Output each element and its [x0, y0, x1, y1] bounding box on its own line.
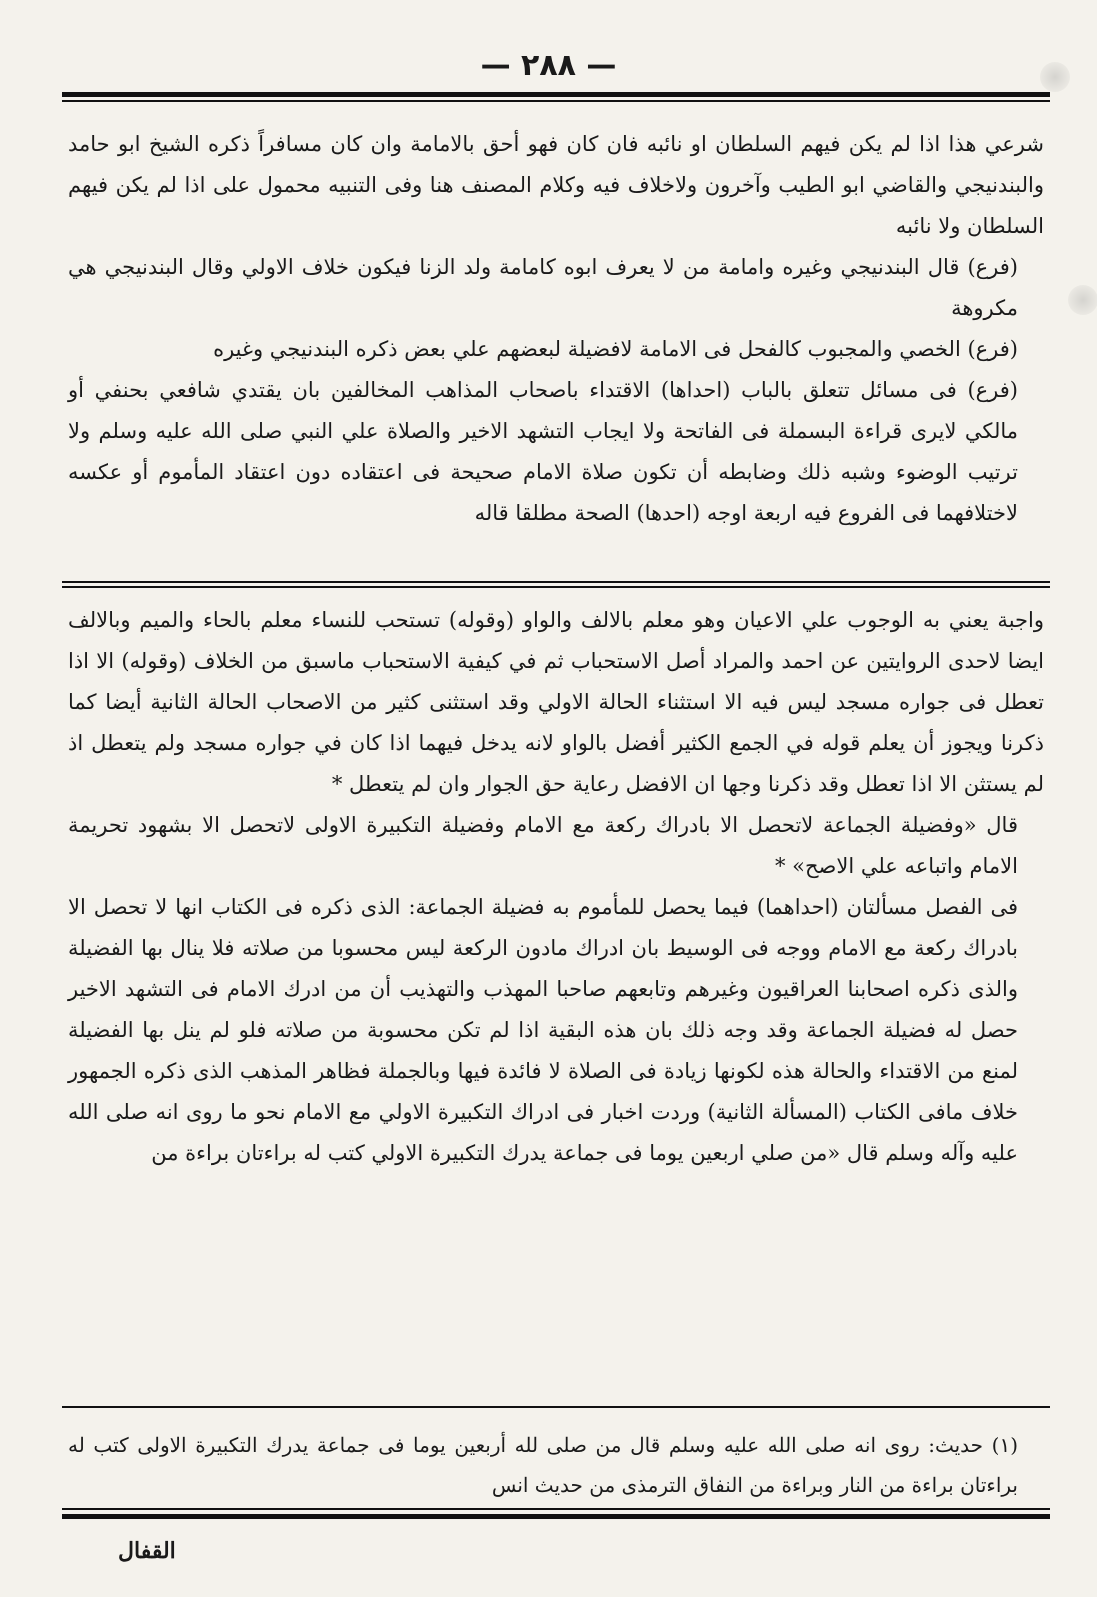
bottom-inner-rule [62, 1508, 1050, 1510]
bottom-rule [62, 1514, 1050, 1519]
footnote [68, 1425, 1044, 1505]
top-rule [62, 92, 1050, 97]
text-frame [62, 92, 1050, 1520]
main-paragraph: شرعي هذا اذا لم يكن فيهم السلطان او نائبه فان كان فهو أحق بالامامة وان كان مسافراً ذكره الشيخ ابو حامد والبندنيجي والقاضي ابو الطيب وآخرون ولاخلاف فيه وكلام المصنف هنا وفى التنبيه محمول على اذا لم يكن فيهم السلطان ولا نائبه [68, 132, 1044, 238]
section-divider [62, 581, 1050, 583]
main-paragraph: (فرع) الخصي والمجبوب كالفحل فى الامامة لافضيلة لبعضهم علي بعض ذكره البندنيجي وغيره [213, 337, 1018, 361]
section-divider-inner [62, 586, 1050, 588]
commentary-paragraph: قال «وفضيلة الجماعة لاتحصل الا بادراك ركعة مع الامام وفضيلة التكبيرة الاولى لاتحصل الا بشهود تحريمة الامام واتباعه علي الاصح» * [68, 813, 1018, 878]
main-paragraph: (فرع) قال البندنيجي وغيره وامامة من لا يعرف ابوه كامامة ولد الزنا فيكون خلاف الاولي وقال البندنيجي هي مكروهة [68, 255, 1018, 320]
page-number: — ٢٨٨ — [480, 48, 617, 83]
footnote-paragraph: (١) حديث: روى انه صلى الله عليه وسلم قال من صلى لله أربعين يوما فى جماعة يدرك التكبيرة الاولى كتب له براءتان براءة من النار وبراءة من النفاق الترمذى من حديث انس [68, 1433, 1018, 1497]
commentary-text [68, 600, 1044, 1174]
footnote-divider [62, 1406, 1050, 1408]
main-text [68, 124, 1044, 534]
catchword: القفال [118, 1538, 176, 1564]
commentary-paragraph: فى الفصل مسألتان (احداهما) فيما يحصل للمأموم به فضيلة الجماعة: الذى ذكره فى الكتاب انها لا تحصل الا بادراك ركعة مع الامام ووجه فى الوسيط بان ادراك مادون الركعة ليس محسوبا من صلاته فلا ينال بها الفضيلة والذى ذكره اصحابنا العراقيون وغيرهم وتابعهم صاحبا المهذب والتهذيب أن من ادرك الامام فى التشهد الاخير حصل له فضيلة الجماعة وقد وجه ذلك بان هذه البقية اذا لم تكن محسوبة من صلاته فلو لم ينل بها الفضيلة لمنع من الاقتداء والحالة هذه لكونها زيادة فى الصلاة لا فائدة فيها وبالجملة فظاهر المذهب الذى ذكره الجمهور خلاف مافى الكتاب (المسألة الثانية) وردت اخبار فى ادراك التكبيرة الاولي مع الامام نحو ما روى انه صلى الله عليه وآله وسلم قال «من صلي اربعين يوما فى جماعة يدرك التكبيرة الاولي كتب له براءتان براءة من [68, 895, 1018, 1165]
main-paragraph: (فرع) فى مسائل تتعلق بالباب (احداها) الاقتداء باصحاب المذاهب المخالفين بان يقتدي شافعي بحنفي أو مالكي لايرى قراءة البسملة فى الفاتحة ولا ايجاب التشهد الاخير والصلاة علي النبي صلى الله عليه وسلم ولا ترتيب الوضوء وشبه ذلك وضابطه أن تكون صلاة الامام صحيحة فى اعتقاده دون اعتقاد المأموم أو عكسه لاختلافهما فى الفروع فيه اربعة اوجه (احدها) الصحة مطلقا قاله [68, 378, 1018, 525]
top-inner-rule [62, 100, 1050, 102]
commentary-paragraph: واجبة يعني به الوجوب علي الاعيان وهو معلم بالالف والواو (وقوله) تستحب للنساء معلم بالحاء والميم وبالالف ايضا لاحدى الروايتين عن احمد والمراد أصل الاستحباب ثم في كيفية الاستحباب ماسبق من الخلاف (وقوله) الا اذا تعطل فى جواره مسجد ليس فيه الا استثناء الحالة الاولي وقد استثنى كثير من الاصحاب الحالة الثانية أيضا كما ذكرنا ويجوز أن يعلم قوله في الجمع الكثير أفضل بالواو لانه يدخل فيهما اذا كان في جواره مسجد ولم يتعطل اذ لم يستثن الا اذا تعطل وقد ذكرنا وجها ان الافضل رعاية حق الجوار وان لم يتعطل * [68, 608, 1044, 796]
paper-speck [1068, 285, 1097, 315]
